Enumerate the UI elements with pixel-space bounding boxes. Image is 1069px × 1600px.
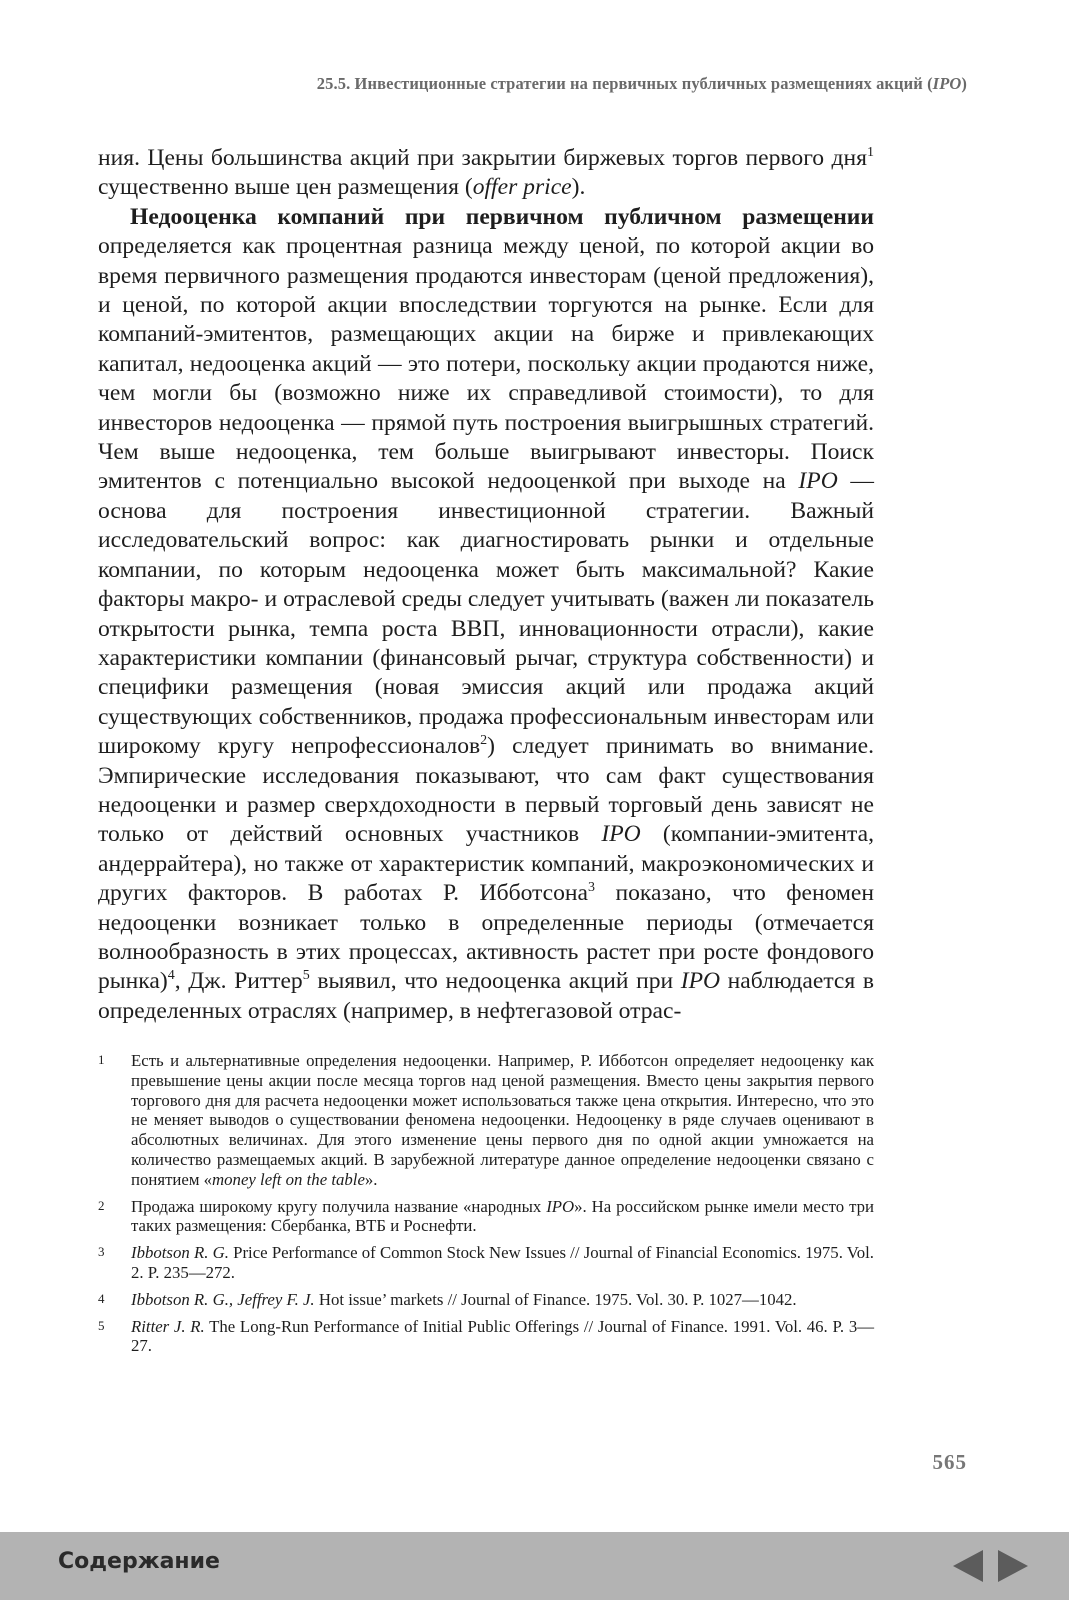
footnote-ref-1[interactable]: 1 (867, 145, 874, 160)
author-name: Ibbotson R. G., Jeffrey F. J. (131, 1289, 315, 1309)
text-run: Price Performance of Common Stock New Issues // Journal of Financial Economics. 1975. Vol. 2. P. 235—272. (131, 1243, 875, 1282)
paragraph-1 (98, 144, 874, 203)
paragraph-2 (98, 203, 874, 1026)
running-head-title: 25.5. Инвестиционные стратегии на первичных публичных размещениях акций ( (316, 74, 933, 93)
footnote-text (131, 1243, 874, 1283)
previous-page-icon[interactable] (953, 1550, 983, 1582)
text-run: ) следует принимать во внимание. Эмпирические исследования показывают, что сам факт существования недооценки и размер сверхдоходности в первый торговый день зависят не только от действий основных участников (98, 733, 874, 848)
footnote-5 (98, 1317, 874, 1357)
text-run: ». (364, 1169, 378, 1189)
footnote-text (131, 1051, 874, 1190)
footnote-number: 1 (98, 1052, 105, 1067)
next-page-icon[interactable] (998, 1550, 1028, 1582)
text-run: наблюдается в определенных отраслях (например, в нефтегазовой отрас- (98, 968, 874, 1024)
running-head (0, 74, 967, 94)
footnote-text (131, 1197, 874, 1237)
footnote-number: 4 (98, 1290, 105, 1306)
footnote-number: 3 (98, 1244, 105, 1260)
footnote-number: 2 (98, 1197, 105, 1213)
ipo-term: IPO (798, 468, 838, 495)
text-run: ». На российском рынке имели место три таких размещения: Сбербанка, ВТБ и Роснефти. (131, 1196, 874, 1236)
page-number: 565 (932, 1450, 967, 1474)
italic-term: IPO (546, 1196, 575, 1216)
text-run: The Long-Run Performance of Initial Public Offerings // Journal of Finance. 1991. Vol. 46. P. 3—27. (131, 1316, 875, 1356)
footnote-ref-4[interactable]: 4 (167, 968, 175, 984)
text-run: показано, что феномен недооценки возникает только в определенные периоды (отмечается волнообразность в этих процессах, активность растет при росте фондового рынка) (98, 880, 874, 995)
author-name: Ibbotson R. G. (131, 1243, 229, 1263)
main-text (98, 144, 874, 1026)
text-run: существенно выше цен размещения ( (98, 174, 473, 201)
navigation-bar (0, 1532, 1069, 1600)
text-run: — основа для построения инвестиционной стратегии. Важный исследовательский вопрос: как диагностировать рынки и отдельные компании, по которым недооценка может быть максимальной? Какие факторы макро- и отраслевой среды следует учитывать (важен ли показатель открытости рынка, темпа роста ВВП, инновационности отрасли), какие характеристики компании (финансовый рычаг, структура собственности) и специфики размещения (новая эмиссия акций или продажа акций существующих собственников, продажа профессиональным инвесторам или широкому кругу непрофессионалов (98, 468, 874, 760)
footnote-3 (98, 1243, 874, 1283)
author-name: Ritter J. R. (131, 1316, 205, 1336)
footnote-text (131, 1290, 874, 1310)
text-run: Продажа широкому кругу получила название «народных (131, 1196, 547, 1216)
text-run: (компании-эмитента, андеррайтера), но также от характеристик компаний, макроэкономических и других факторов. В работах Р. Ибботсона (98, 821, 874, 907)
footnote-ref-3[interactable]: 3 (588, 880, 596, 896)
running-head-ipo: IPO (932, 74, 962, 93)
footnotes (98, 1051, 874, 1363)
ipo-term: IPO (680, 968, 721, 995)
footnote-ref-2[interactable]: 2 (480, 733, 488, 749)
footnote-ref-5[interactable]: 5 (302, 968, 310, 984)
italic-term: money left on the table (212, 1169, 365, 1189)
footnote-1 (98, 1051, 874, 1190)
running-head-end: ) (961, 74, 967, 93)
footnote-number: 5 (98, 1317, 105, 1333)
text-run: выявил, что недооценка акций при (309, 968, 681, 995)
contents-link[interactable]: Содержание (58, 1549, 220, 1574)
ipo-term: IPO (601, 821, 641, 848)
footnote-text (131, 1317, 874, 1357)
text-run: ния. Цены большинства акций при закрытии биржевых торгов первого дня (98, 145, 867, 171)
offer-price-term: offer price (472, 174, 572, 201)
definition-term: Недооценка компаний при первичном публичном размещении (130, 203, 874, 230)
footnote-2 (98, 1197, 874, 1237)
text-run: ). (571, 174, 586, 201)
text-run: Есть и альтернативные определения недооценки. Например, Р. Ибботсон определяет недооценку как превышение цены акции после месяца торгов над ценой размещения. Вместо цены закрытия первого торгового дня для расчета недооценки может использоваться также цена открытия. Интересно, что это не меняет выводов о существовании феномена недооценки. Недооценку в ряде случаев оценивают в абсолютных величинах. Для этого изменение цены первого дня по одной акции умножается на количество размещаемых акций. В зарубежной литературе данное определение недооценки связано с понятием « (131, 1051, 874, 1189)
text-run: определяется как процентная разница между ценой, по которой акции во время первичного размещения продаются инвесторам (ценой предложения), и ценой, по которой акции впоследствии торгуются на рынке. Если для компаний-эмитентов, размещающих акции на бирже и привлекающих капитал, недооценка акций — это потери, поскольку акции продаются ниже, чем могли бы (возможно ниже их справедливой стоимости), то для инвесторов недооценка — прямой путь построения выигрышных стратегий. Чем выше недооценка, тем больше выигрывают инвесторы. Поиск эмитентов с потенциально высокой недооценкой при выходе на (98, 233, 874, 495)
text-run: , Дж. Риттер (174, 968, 303, 995)
text-run: Hot issue’ markets // Journal of Finance. 1975. Vol. 30. P. 1027—1042. (314, 1289, 797, 1309)
footnote-4 (98, 1290, 874, 1310)
